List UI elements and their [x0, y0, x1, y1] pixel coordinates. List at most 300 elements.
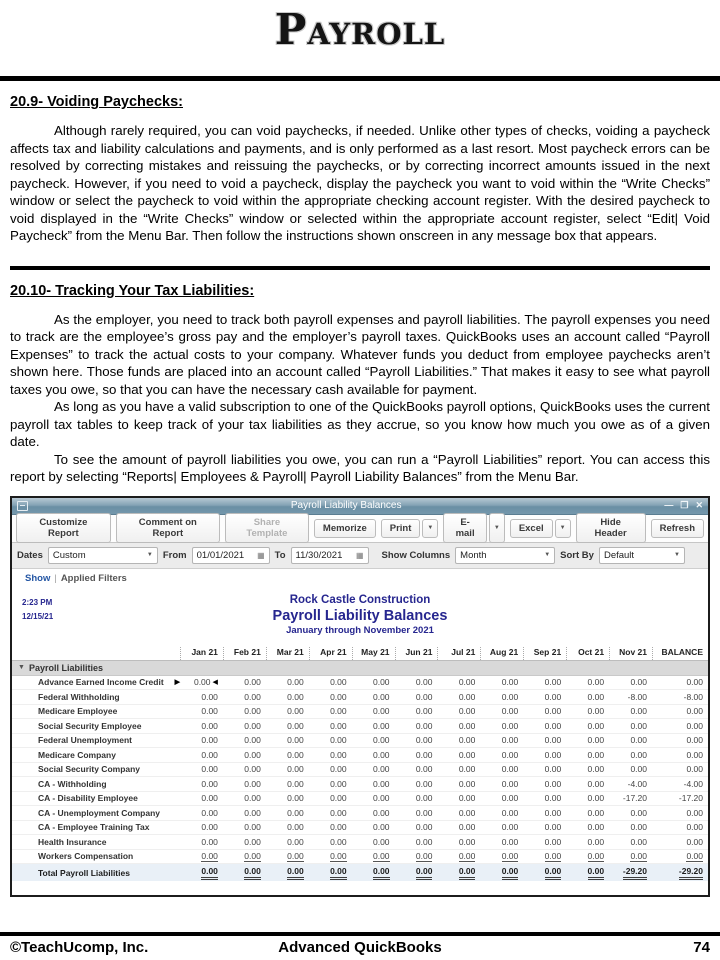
cell-value: 0.00	[686, 735, 703, 746]
cell	[266, 750, 309, 760]
cell-value: 0.00	[201, 764, 218, 775]
cell	[437, 764, 480, 774]
cell	[437, 677, 480, 687]
cell-value: 0.00	[544, 735, 562, 746]
cell-value: 0.00	[544, 749, 562, 760]
table-row[interactable]	[12, 806, 708, 821]
toolbar-button-refresh[interactable]: Refresh	[651, 519, 704, 538]
cell	[352, 808, 395, 818]
table-row[interactable]	[12, 763, 708, 778]
cell-value: 0.00	[330, 749, 347, 760]
row-label: CA - Unemployment Company	[38, 807, 161, 818]
qb-report	[12, 587, 708, 896]
cell-value: 0.00	[501, 749, 519, 760]
sort-by-select[interactable]: Default ▼	[599, 547, 685, 564]
column-header-account	[12, 658, 180, 660]
cell-value: 0.00	[458, 749, 476, 760]
cell-value: 0.00	[372, 764, 390, 775]
footer-course-name: Advanced QuickBooks	[278, 939, 442, 956]
cell-value: 0.00	[501, 706, 519, 717]
cell	[309, 851, 352, 862]
cell	[223, 779, 266, 789]
cell	[566, 764, 609, 774]
cell	[523, 750, 566, 760]
column-header-may-21: May 21	[352, 647, 395, 660]
cell-value: 0.00	[287, 691, 304, 702]
cell-value: 0.00	[501, 793, 519, 804]
cell	[395, 721, 438, 731]
cell-value: 0.00	[287, 793, 304, 804]
table-group-row[interactable]	[12, 660, 708, 676]
cell	[223, 735, 266, 745]
footer-block	[0, 932, 720, 960]
table-total-row[interactable]	[12, 864, 708, 881]
cell-value: 0.00	[458, 822, 476, 833]
cell	[609, 779, 652, 789]
link-separator: |	[54, 572, 57, 584]
column-header-jul-21: Jul 21	[437, 647, 480, 660]
column-header-sep-21: Sep 21	[523, 647, 566, 660]
table-row[interactable]	[12, 792, 708, 807]
cell-value: 0.00	[630, 706, 647, 717]
cell-value: 0.00	[415, 764, 433, 775]
qb-toolbar	[12, 515, 708, 543]
cell	[437, 851, 480, 862]
cell-value: 0.00	[372, 793, 390, 804]
table-row[interactable]	[12, 705, 708, 720]
cell-value: 0.00	[287, 677, 304, 688]
cell-value: 0.00	[587, 720, 605, 731]
cell-value: 0.00	[244, 735, 261, 746]
cell	[480, 735, 523, 745]
cell-value: 0.00	[544, 793, 562, 804]
toolbar-button-memorize[interactable]: Memorize	[314, 519, 376, 538]
cell-value: 0.00	[415, 836, 433, 847]
calendar-icon[interactable]: ▦	[257, 550, 265, 560]
toolbar-group	[576, 513, 646, 543]
cell	[480, 837, 523, 847]
column-header-aug-21: Aug 21	[480, 647, 523, 660]
cell	[523, 764, 566, 774]
cell-value: 0.00	[287, 778, 304, 789]
from-label: From	[162, 549, 187, 561]
table-row[interactable]	[12, 719, 708, 734]
cell	[437, 822, 480, 832]
toolbar-button-print[interactable]: Print	[381, 519, 421, 538]
cell-value: 0.00	[458, 764, 476, 775]
cell-value: 0.00	[415, 677, 433, 688]
cell-value: 0.00	[587, 735, 605, 746]
column-header-nov-21: Nov 21	[609, 647, 652, 660]
cell	[437, 793, 480, 803]
chevron-down-icon: ▼	[544, 552, 551, 558]
cell	[352, 779, 395, 789]
company-name: Rock Castle Construction	[289, 593, 431, 606]
cell	[266, 851, 309, 862]
cell	[652, 706, 708, 716]
row-label: Workers Compensation	[38, 851, 134, 862]
table-row[interactable]	[12, 734, 708, 749]
cell	[309, 808, 352, 818]
cell-value: 0.00	[372, 778, 390, 789]
close-icon[interactable]: ✕	[695, 500, 703, 510]
section-tracking-tax-liabilities	[10, 282, 710, 486]
cell-value: 0.00	[244, 866, 261, 880]
cell	[309, 677, 352, 687]
cell	[523, 851, 566, 862]
cell	[609, 721, 652, 731]
cell-value: 0.00	[201, 720, 218, 731]
cell	[180, 692, 223, 702]
table-header-row	[12, 642, 708, 660]
cell	[480, 706, 523, 716]
cell-value: 0.00	[372, 706, 390, 717]
cell	[352, 837, 395, 847]
cell-value: 0.00	[287, 850, 304, 861]
cell	[352, 851, 395, 862]
cell	[566, 779, 609, 789]
cell	[523, 808, 566, 818]
cell	[609, 706, 652, 716]
page-footer	[0, 936, 720, 960]
cell-value: 0.00	[244, 720, 261, 731]
report-meta	[22, 596, 53, 624]
cell-value: 0.00	[544, 822, 562, 833]
maximize-icon[interactable]: ❐	[680, 500, 689, 510]
cell-value: 0.00	[458, 735, 476, 746]
collapse-triangle-icon[interactable]: ▼	[18, 664, 25, 671]
show-columns-select[interactable]: Month ▼	[455, 547, 555, 564]
applied-filters-link[interactable]: Applied Filters	[60, 572, 127, 584]
cell	[223, 721, 266, 731]
column-header-oct-21: Oct 21	[566, 647, 609, 660]
cell-value: 0.00	[201, 850, 218, 861]
cell	[609, 808, 652, 818]
cell	[652, 721, 708, 731]
calendar-icon[interactable]: ▦	[355, 550, 364, 560]
column-header-mar-21: Mar 21	[266, 647, 309, 660]
cell-value: 0.00	[686, 677, 703, 688]
toolbar-dropdown-excel[interactable]: ▼	[555, 519, 571, 538]
cell	[223, 677, 266, 687]
cell-value: 0.00	[458, 720, 476, 731]
cell	[309, 866, 352, 880]
chevron-down-icon: ▼	[674, 552, 680, 558]
cell	[652, 677, 708, 687]
cell	[566, 692, 609, 702]
cell	[609, 677, 652, 687]
cell-value: 0.00	[415, 807, 433, 818]
table-body	[12, 676, 708, 882]
cell	[523, 692, 566, 702]
toolbar-group	[510, 519, 571, 538]
cell	[309, 706, 352, 716]
cell	[652, 764, 708, 774]
cell	[652, 779, 708, 789]
page-content-2	[0, 270, 720, 486]
table-row[interactable]	[12, 850, 708, 865]
cell	[566, 808, 609, 818]
cell	[395, 735, 438, 745]
cell-value: 0.00	[330, 691, 347, 702]
cell	[480, 677, 523, 687]
cell-value: 0.00	[330, 807, 347, 818]
cell	[480, 822, 523, 832]
cell-value: 0.00	[501, 691, 519, 702]
cell	[480, 808, 523, 818]
show-columns-label: Show Columns	[381, 549, 451, 561]
cell-cursor-icon: ◀	[212, 679, 218, 687]
window-menu-icon[interactable]	[17, 501, 28, 511]
cell-value: 0.00	[501, 764, 519, 775]
cell	[266, 793, 309, 803]
cell	[223, 851, 266, 862]
from-date-input[interactable]: 01/01/2021 ▦	[192, 547, 270, 564]
section-heading: 20.10- Tracking Your Tax Liabilities:	[10, 282, 255, 299]
cell-value: -29.20	[623, 866, 647, 880]
cell-value: 0.00	[458, 793, 476, 804]
cell-value: 0.00	[501, 807, 519, 818]
cell	[395, 677, 438, 687]
report-time: 2:23 PM	[22, 597, 53, 607]
cell	[266, 677, 309, 687]
section-paragraph: Although rarely required, you can void paychecks, if needed. Unlike other types of checks, voiding a paycheck affects tax and liability calculations and payments, and is only performed as a last resort. Most paycheck errors can be resolved by correcting mistakes and reissuing the paychecks, or by correcting incorrect amounts issued in the next paycheck. However, if you need to void a paycheck, display the paycheck you want to void within the “Write Checks” window or select the paycheck to void within the appropriate checking account register. With the desired paycheck to void displayed in the “Write Checks” window or selected within the appropriate account register, select “Edit| Void Paycheck” from the Menu Bar. Then follow the instructions shown onscreen in any message box that appears.	[10, 123, 710, 243]
cell	[395, 851, 438, 862]
cell	[652, 837, 708, 847]
to-date-input[interactable]: 11/30/2021 ▦	[291, 547, 369, 564]
cell-value: 0.00	[330, 850, 347, 861]
toolbar-dropdown-e-mail[interactable]: ▼	[489, 513, 505, 543]
cell	[395, 764, 438, 774]
cell	[180, 735, 223, 745]
cell	[180, 793, 223, 803]
cell-value: 0.00	[686, 850, 703, 861]
toolbar-button-e-mail[interactable]: E-mail	[443, 513, 487, 543]
cell-value: 0.00	[544, 677, 562, 688]
cell	[180, 706, 223, 716]
cell	[609, 735, 652, 745]
cell-value: 0.00	[287, 720, 304, 731]
cell-value: 0.00	[544, 850, 562, 861]
table-row[interactable]	[12, 835, 708, 850]
cell-value: 0.00	[372, 720, 390, 731]
report-date: 12/15/21	[22, 611, 54, 621]
cell-value: 0.00	[458, 778, 476, 789]
chevron-down-icon: ▼	[146, 552, 153, 558]
table-row[interactable]	[12, 821, 708, 836]
window-title: Payroll Liability Balances	[290, 499, 402, 511]
cell	[437, 779, 480, 789]
cell	[395, 750, 438, 760]
cell	[566, 750, 609, 760]
row-label: CA - Employee Training Tax	[38, 822, 150, 833]
cell-value: 0.00	[501, 850, 519, 861]
cell	[652, 822, 708, 832]
cell	[395, 837, 438, 847]
toolbar-dropdown-print[interactable]: ▼	[422, 519, 438, 538]
cell	[266, 764, 309, 774]
toolbar-button-hide-header[interactable]: Hide Header	[576, 513, 646, 543]
cell-value: 0.00	[630, 735, 647, 746]
minimize-icon[interactable]: —	[664, 500, 674, 510]
cell	[395, 793, 438, 803]
row-label: Medicare Company	[38, 749, 116, 760]
report-subtitle: January through November 2021	[286, 624, 434, 636]
cell	[352, 750, 395, 760]
table-row[interactable]	[12, 777, 708, 792]
cell-value: 0.00	[686, 749, 703, 760]
column-header-jan-21: Jan 21	[180, 647, 223, 660]
row-select-arrow-icon: ▶	[174, 679, 180, 687]
cell-value: 0.00	[201, 822, 218, 833]
cell-value: 0.00	[201, 793, 218, 804]
cell	[566, 822, 609, 832]
cell-value: 0.00	[587, 749, 605, 760]
cell	[223, 793, 266, 803]
cell-value: 0.00	[588, 866, 605, 880]
cell	[609, 837, 652, 847]
cell	[266, 692, 309, 702]
cell	[352, 866, 395, 880]
cell-value: 0.00	[330, 706, 347, 717]
cell	[352, 677, 395, 687]
page-content	[0, 81, 720, 245]
cell	[309, 735, 352, 745]
cell-value: -4.00	[683, 778, 703, 789]
cell	[480, 750, 523, 760]
cell-value: 0.00	[458, 836, 476, 847]
cell	[180, 677, 223, 687]
section-paragraph: As long as you have a valid subscription to one of the QuickBooks payroll options, QuickBooks uses the current payroll tax tables to keep track of your tax liabilities as they accrue, so you know how much you owe as of a given date.	[10, 399, 710, 449]
cell	[437, 692, 480, 702]
cell	[352, 735, 395, 745]
cell	[652, 866, 708, 880]
cell-value: 0.00	[201, 691, 218, 702]
table-row[interactable]	[12, 690, 708, 705]
cell	[609, 866, 652, 880]
column-header-balance: BALANCE	[652, 647, 708, 660]
table-row[interactable]	[12, 676, 708, 691]
cell-value: 0.00	[415, 749, 433, 760]
cell-value: -4.00	[627, 778, 647, 789]
cell-value: 0.00	[501, 822, 519, 833]
cell-value: 0.00	[630, 836, 647, 847]
cell-value: 0.00	[630, 720, 647, 731]
cell-value: 0.00	[287, 866, 304, 880]
cell-value: 0.00	[458, 706, 476, 717]
cell-value: 0.00	[544, 706, 562, 717]
cell-value: 0.00	[244, 706, 261, 717]
toolbar-button-share-template[interactable]: Share Template	[225, 513, 309, 543]
cell-value: 0.00	[330, 720, 347, 731]
cell	[395, 706, 438, 716]
cell-value: 0.00	[201, 778, 218, 789]
cell-value: 0.00	[630, 807, 647, 818]
show-link[interactable]: Show	[25, 572, 51, 584]
cell	[395, 779, 438, 789]
cell	[266, 779, 309, 789]
table-row[interactable]	[12, 748, 708, 763]
cell	[180, 808, 223, 818]
toolbar-group	[314, 519, 376, 538]
cell-value: 0.00	[372, 691, 390, 702]
row-label: Federal Withholding	[38, 691, 120, 702]
cell	[523, 735, 566, 745]
cell	[223, 706, 266, 716]
row-label: CA - Disability Employee	[38, 793, 138, 804]
cell	[523, 837, 566, 847]
cell-value: 0.00	[372, 677, 390, 688]
cell-value: 0.00	[587, 706, 605, 717]
cell-value: 0.00	[587, 793, 605, 804]
window-controls	[664, 501, 703, 510]
cell	[309, 793, 352, 803]
cell-value: 0.00	[630, 764, 647, 775]
cell-value: 0.00	[372, 749, 390, 760]
footer-copyright: ©TeachUcomp, Inc.	[10, 939, 149, 956]
cell	[309, 837, 352, 847]
cell	[609, 851, 652, 862]
cell-value: 0.00	[201, 735, 218, 746]
row-label: Federal Unemployment	[38, 735, 132, 746]
cell	[652, 735, 708, 745]
cell	[223, 750, 266, 760]
cell-value: 0.00	[415, 778, 433, 789]
dates-select[interactable]: Custom ▼	[48, 547, 158, 564]
cell	[566, 721, 609, 731]
cell-value: 0.00	[415, 793, 433, 804]
cell-value: 0.00	[244, 677, 261, 688]
toolbar-button-comment-on-report[interactable]: Comment on Report	[116, 513, 220, 543]
cell-value: 0.00	[587, 764, 605, 775]
cell-value: 0.00	[415, 706, 433, 717]
cell	[566, 851, 609, 862]
cell	[437, 866, 480, 880]
cell-value: -17.20	[622, 793, 647, 804]
cell	[223, 837, 266, 847]
cell-value: 0.00	[287, 749, 304, 760]
cell	[609, 750, 652, 760]
cell	[480, 851, 523, 862]
cell-value: 0.00	[686, 764, 703, 775]
cell-value: -29.20	[679, 866, 703, 880]
cell	[266, 706, 309, 716]
report-title: Payroll Liability Balances	[272, 607, 448, 624]
cell	[395, 808, 438, 818]
cell	[180, 764, 223, 774]
cell	[266, 735, 309, 745]
cell	[566, 735, 609, 745]
to-label: To	[274, 549, 286, 561]
cell	[266, 808, 309, 818]
cell-value: 0.00	[330, 866, 347, 880]
toolbar-button-excel[interactable]: Excel	[510, 519, 553, 538]
cell	[180, 721, 223, 731]
cell	[180, 822, 223, 832]
cell	[352, 764, 395, 774]
cell-value: 0.00	[244, 793, 261, 804]
cell-value: 0.00	[501, 720, 519, 731]
cell-value: 0.00	[373, 866, 390, 880]
cell-value: 0.00	[287, 836, 304, 847]
cell	[437, 750, 480, 760]
cell	[437, 706, 480, 716]
toolbar-button-customize-report[interactable]: Customize Report	[16, 513, 111, 543]
cell-value: 0.00	[501, 735, 519, 746]
cell-value: 0.00	[244, 749, 261, 760]
cell	[566, 837, 609, 847]
cell	[266, 721, 309, 731]
